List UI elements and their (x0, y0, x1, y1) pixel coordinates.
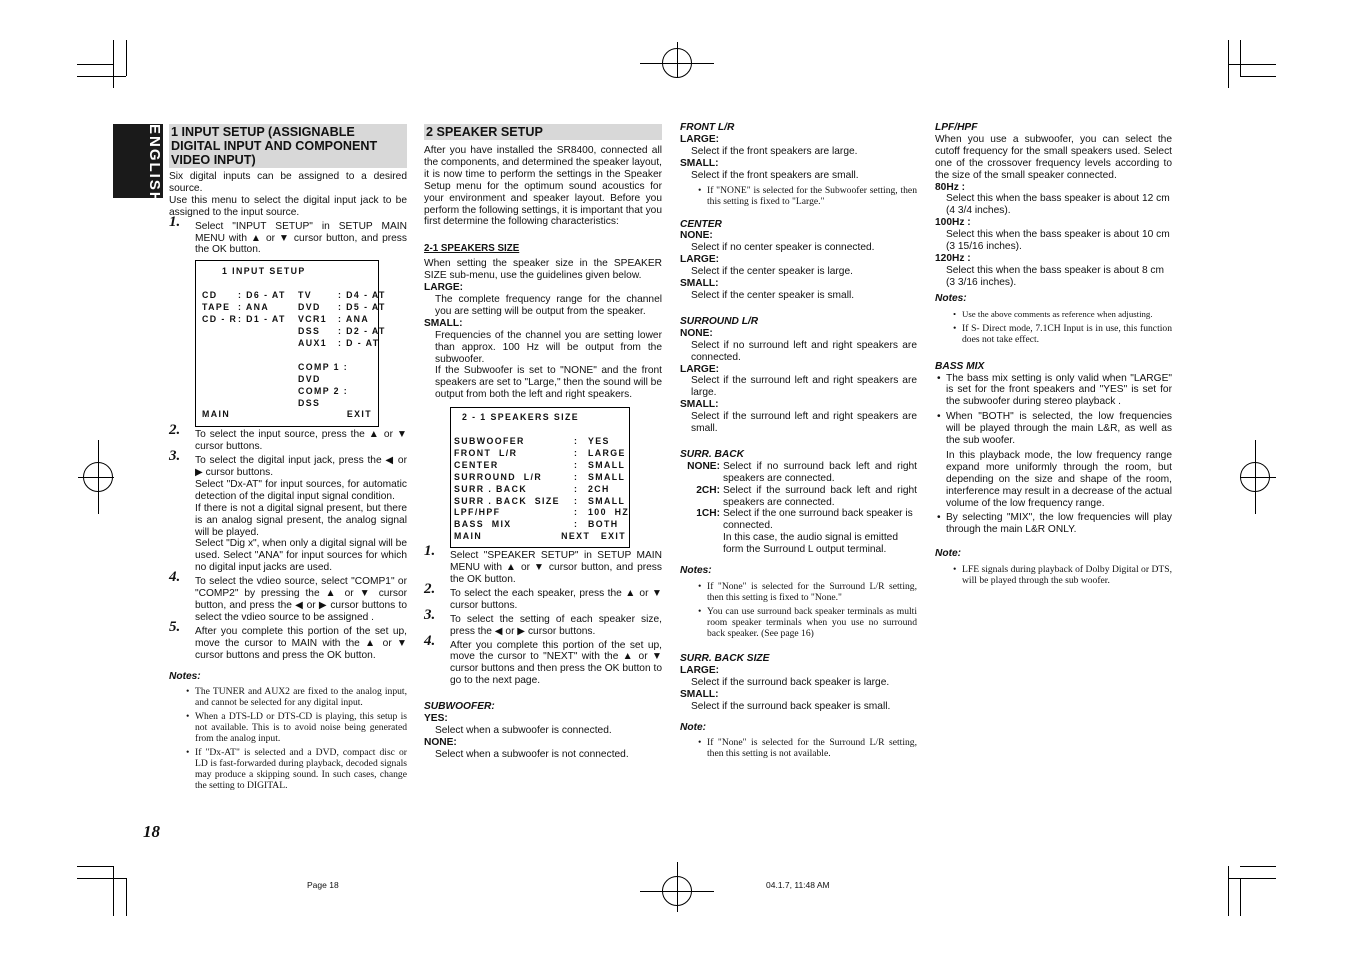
option-text: Select if the center speaker is large. (691, 266, 853, 278)
menu-main: MAIN (202, 409, 231, 420)
option-text: Select if the surround left and right speakers are small. (691, 411, 917, 435)
bass-mix-item: • The bass mix setting is only valid when "LARGE" is set for the front speakers and "YES" is set for the subwoofer during stereo playback . (935, 373, 1172, 409)
step-3: 3. To select the digital input jack, press the ◀ or ▶ cursor buttons. Select "Dx-AT" for input sources, for automatic detection of the digital input signal condition. If there is not a digital signal present, but there is an analog signal present, the analog signal will be played. Select "Dig x", when only a digital signal will be used. Select "ANA" for input sources for which no digital input jacks are used. (169, 448, 407, 574)
registration-line (1240, 477, 1276, 478)
option-text: Select if the surround back speaker is small. (691, 700, 891, 712)
bass-mix-item: • By selecting "MIX", the low frequencies will play through the main L&R ONLY. (935, 512, 1172, 536)
menu-row (202, 314, 372, 326)
note-item: • If "NONE" is selected for the Subwoofer setting, then this setting is fixed to "Large." (696, 185, 917, 207)
option-text: Select if no center speaker is connected. (691, 242, 875, 254)
option-text: Select if the center speaker is small. (691, 289, 855, 301)
menu-rows (202, 290, 386, 350)
option-text: Select if the front speakers are small. (691, 169, 859, 181)
small-label: SMALL: (424, 317, 463, 329)
section-title: 2 SPEAKER SETUP (424, 124, 662, 140)
menu-cell: : D5 - AT (338, 302, 386, 313)
note-label: Note: (680, 721, 707, 733)
language-tab: ENGLISH (113, 124, 163, 198)
note-item: • If "None" is selected for the Surround L/R setting, then this setting is fixed to "None." (696, 581, 917, 603)
step-2: 2. To select the each speaker, press the ▲ or ▼ cursor buttons. (424, 580, 662, 611)
menu-cell: SURR . BACK (454, 483, 528, 494)
option-text: Select if no surround left and right speakers are connected. (691, 339, 917, 363)
crop-mark (1240, 76, 1276, 77)
none-text: Select when a subwoofer is not connected. (435, 748, 629, 760)
menu-cell: LARGE (588, 447, 626, 458)
note-item: • LFE signals during playback of Dolby Digital or DTS, will be played through the sub woofer. (951, 564, 1172, 586)
step-4: 4. After you complete this portion of the set up, move the cursor to "NEXT" with the ▲ or ▼ cursor buttons and then press the OK button to go to the next page. (424, 632, 662, 687)
crop-mark (77, 878, 126, 879)
bass-mix-text: In this playback mode, the low frequency range expand more uniformly through the room, but depending on the size and shape of the room, interference may result in a decrease of the actual volume of the low frequency range. (946, 449, 1172, 509)
crop-mark (1228, 878, 1276, 879)
subwoofer-label: SUBWOOFER: (424, 701, 495, 713)
note-item: • If "Dx-AT" is selected and a DVD, compact disc or LD is fast-forwarded during playback, decoded signals may produce a skipping sound. In such cases, change the setting to DIGITAL. (184, 747, 407, 791)
menu-cell: CD (202, 290, 218, 301)
option-label: SMALL: (680, 688, 719, 700)
menu-comp1: COMP 1 : DVD (298, 361, 349, 384)
notes-label: Notes: (680, 565, 712, 577)
menu-row (454, 496, 626, 508)
option-label: 100Hz : (935, 217, 971, 229)
menu-row (202, 290, 386, 302)
menu-main: MAIN (454, 531, 483, 542)
menu-cell: : (574, 459, 579, 470)
registration-line (78, 477, 114, 478)
front-label: FRONT L/R (680, 122, 735, 133)
yes-label: YES: (424, 713, 448, 725)
bass-mix-label: BASS MIX (935, 360, 985, 372)
crossover-column (935, 122, 1172, 586)
crop-mark (1240, 878, 1241, 916)
notes-label: Notes: (935, 292, 967, 304)
menu-title: 1 INPUT SETUP (222, 266, 306, 277)
menu-cell: : (574, 436, 579, 447)
lpf-intro: When you use a subwoofer, you can select the cutoff frequency for the small speakers used. Select one of the crossover frequency levels according to the size of the small speaker connected. (935, 133, 1172, 181)
option-label: NONE: (687, 460, 720, 472)
crop-mark (77, 866, 113, 867)
small-text: If the Subwoofer is set to "NONE" and the front speakers are set to "Large," then the sound will be output from both the left and right speakers. (435, 365, 662, 401)
menu-exit: EXIT (346, 409, 372, 420)
menu-rows (454, 436, 630, 531)
subsection-title: 2-1 SPEAKERS SIZE (424, 243, 520, 255)
option-label: NONE: (680, 230, 713, 242)
option-label: LARGE: (680, 664, 720, 676)
menu-cell: : D6 - AT (238, 290, 286, 301)
crop-mark (1228, 866, 1229, 916)
menu-cell (238, 326, 298, 338)
menu-row (202, 325, 386, 338)
menu-cell: TV (298, 290, 313, 301)
small-text: Frequencies of the channel you are setting lower than approx. 100 Hz will be output from the subwoofer. (435, 329, 662, 365)
option-row (680, 508, 917, 556)
step-3: 3. To select the setting of each speaker size, press the ◀ or ▶ cursor buttons. (424, 606, 662, 637)
crop-mark (77, 64, 113, 65)
menu-row (202, 337, 380, 350)
option-label: SMALL: (680, 278, 719, 290)
menu-cell: 100 HZ (588, 507, 630, 518)
option-label: 120Hz : (935, 252, 971, 264)
menu-cell (202, 338, 238, 350)
registration-line (677, 42, 678, 78)
step-1: 1. Select "SPEAKER SETUP" in SETUP MAIN MENU with ▲ or ▼ cursor button, and press the OK button. (424, 543, 662, 585)
note-item: • You can use surround back speaker terminals as multi room speaker terminals when you use no surround back speaker. (See page 16) (696, 606, 917, 639)
option-label: SMALL: (680, 399, 719, 411)
menu-next: NEXT (561, 531, 591, 542)
none-label: NONE: (424, 736, 457, 748)
menu-cell: DSS (298, 325, 321, 336)
menu-row (454, 448, 626, 460)
page-number: 18 (143, 822, 160, 841)
option-text: Select if the front speakers are large. (691, 145, 858, 157)
option-text: Select if the surround left and right speakers are large. (691, 375, 917, 399)
menu-cell: CENTER (454, 459, 499, 470)
menu-row (454, 472, 626, 484)
sub-intro: When setting the speaker size in the SPEAKER SIZE sub-menu, use the guidelines given below. (424, 258, 662, 282)
menu-cell (202, 326, 238, 338)
menu-row (454, 507, 630, 519)
option-label: 80Hz : (935, 181, 966, 193)
menu-row (454, 436, 626, 448)
option-text: In this case, the audio signal is emitted form the Surround L output terminal. (723, 532, 898, 556)
lpf-hpf-label: LPF/HPF (935, 122, 978, 133)
menu-cell: SURROUND L/R (454, 471, 543, 482)
option-label: LARGE: (680, 133, 720, 145)
step-4: 4. To select the vdieo source, select "COMP1" or "COMP2" by pressing the ▲ or ▼ cursor button, and press the ◀ or ▶ cursor buttons to select the vdieo source to be assigned . (169, 569, 407, 623)
menu-cell: : D - AT (338, 337, 380, 348)
option-text: Select if the surround back speaker is large. (691, 676, 890, 688)
crop-mark (126, 878, 127, 916)
bass-mix-item: • When "BOTH" is selected, the low frequencies will be played through the main L&R, as well as the sub woofer. (935, 411, 1172, 447)
menu-cell: : (574, 495, 579, 506)
menu-cell: FRONT L/R (454, 447, 518, 458)
crop-mark (113, 40, 114, 88)
option-label: 2CH: (696, 484, 720, 496)
menu-cell: VCR1 (298, 314, 328, 325)
option-text: Select this when the bass speaker is about 10 cm (3 15/16 inches). (946, 229, 1170, 253)
menu-cell: TAPE (202, 302, 231, 313)
menu-cell: : (574, 519, 579, 530)
surr-back-label: SURR. BACK (680, 448, 744, 460)
menu-row (454, 484, 626, 496)
menu-cell: SMALL (588, 459, 626, 470)
section-title: 1 INPUT SETUP (ASSIGNABLE DIGITAL INPUT AND COMPONENT VIDEO INPUT) (169, 124, 407, 168)
intro-text: Six digital inputs can be assigned to a desired source. (169, 171, 407, 194)
menu-cell: SUBWOOFER (454, 436, 525, 447)
surround-label: SURROUND L/R (680, 315, 759, 327)
intro-text: After you have installed the SR8400, connected all the components, and determined the speaker layout, it is now time to perform the settings in the Speaker Setup menu for the optimum sound acoustics for your environment and speaker layout. Before you perform the following settings, it is important that you first determine the following characteristics: (424, 145, 662, 228)
yes-text: Select when a subwoofer is connected. (435, 724, 612, 736)
menu-cell: : D2 - AT (338, 325, 386, 336)
surr-back-size-label: SURR. BACK SIZE (680, 653, 770, 664)
menu-cell: BOTH (588, 519, 619, 530)
option-text: Select this when the bass speaker is about 12 cm (4 3/4 inches). (946, 193, 1170, 217)
option-text: Select if the one surround back speaker is connected. (723, 508, 913, 532)
step-2: 2. To select the input source, press the ▲ or ▼ cursor buttons. (169, 422, 407, 453)
menu-cell: YES (588, 436, 610, 447)
option-text: Select this when the bass speaker is about 8 cm (3 3/16 inches). (946, 264, 1165, 288)
menu-cell: SMALL (588, 471, 626, 482)
footer-timestamp: 04.1.7, 11:48 AM (766, 880, 830, 890)
crop-mark (1228, 64, 1276, 65)
note-label: Note: (935, 548, 962, 560)
menu-cell: : D1 - AT (238, 314, 286, 325)
crop-mark (126, 40, 127, 76)
menu-cell: : (574, 447, 579, 458)
large-label: LARGE: (424, 282, 464, 294)
option-label: 1CH: (696, 508, 720, 520)
menu-cell: LPF/HPF (454, 507, 501, 518)
center-label: CENTER (680, 218, 722, 230)
option-text: Select if the surround back left and right speakers are connected. (723, 484, 917, 508)
input-setup-menu (195, 260, 386, 427)
speaker-options-column (680, 122, 917, 759)
large-text: The complete frequency range for the channel you are setting will be output from the speaker. (435, 293, 662, 317)
menu-cell: SMALL (588, 495, 626, 506)
note-item: • If S- Direct mode, 7.1CH Input is in use, this function does not take effect. (951, 323, 1172, 345)
menu-cell (238, 338, 298, 350)
crop-mark (113, 866, 114, 916)
menu-cell: BASS MIX (454, 519, 512, 530)
menu-cell: : D4 - AT (338, 290, 386, 301)
crop-mark (77, 76, 126, 77)
option-text: Select if no surround back left and right speakers are connected. (723, 460, 917, 484)
intro-text: Use this menu to select the digital input jack to be assigned to the input source. (169, 194, 407, 218)
option-row (680, 461, 917, 485)
notes-label: Notes: (169, 670, 201, 682)
footer-page-label: Page 18 (307, 880, 339, 890)
menu-exit: EXIT (600, 531, 626, 542)
menu-title: 2 - 1 SPEAKERS SIZE (462, 412, 580, 423)
step-1: 1. Select "INPUT SETUP" in SETUP MAIN MENU with ▲ or ▼ cursor button, and press the OK button. (169, 213, 407, 256)
option-row (680, 485, 917, 509)
note-item: • Use the above comments as reference when adjusting. (951, 309, 1172, 320)
menu-cell: 2CH (588, 483, 610, 494)
menu-row (454, 519, 626, 531)
crop-mark (1240, 40, 1241, 76)
speakers-size-menu (450, 407, 630, 548)
note-item: • The TUNER and AUX2 are fixed to the analog input, and cannot be selected for any digital input. (184, 686, 407, 708)
menu-comp2: COMP 2 : DSS (298, 385, 349, 408)
option-label: SMALL: (680, 157, 719, 169)
registration-line (677, 862, 678, 912)
step-5: 5. After you complete this portion of the set up, move the cursor to MAIN with the ▲ or ▼ cursor buttons and press the OK button. (169, 618, 407, 661)
menu-cell: : (574, 507, 579, 518)
speaker-setup-column (424, 124, 662, 761)
menu-cell: CD - R (202, 314, 238, 325)
input-setup-column (169, 124, 407, 791)
menu-cell: : ANA (338, 314, 370, 325)
note-item: • If "None" is selected for the Surround L/R setting, then this setting is not available. (696, 737, 917, 759)
menu-cell: DVD (298, 302, 321, 313)
menu-cell: : (574, 471, 579, 482)
note-item: • When a DTS-LD or DTS-CD is playing, this setup is not available. This is to avoid noise being generated from the analog input. (184, 711, 407, 744)
crop-mark (1240, 866, 1276, 867)
menu-cell: SURR . BACK SIZE (454, 495, 560, 506)
option-label: LARGE: (680, 363, 720, 375)
menu-cell: : ANA (238, 302, 270, 313)
menu-cell: AUX1 (298, 337, 328, 348)
option-label: NONE: (680, 327, 713, 339)
menu-row (202, 302, 386, 314)
menu-row (454, 460, 626, 472)
menu-cell: : (574, 483, 579, 494)
option-label: LARGE: (680, 254, 720, 266)
